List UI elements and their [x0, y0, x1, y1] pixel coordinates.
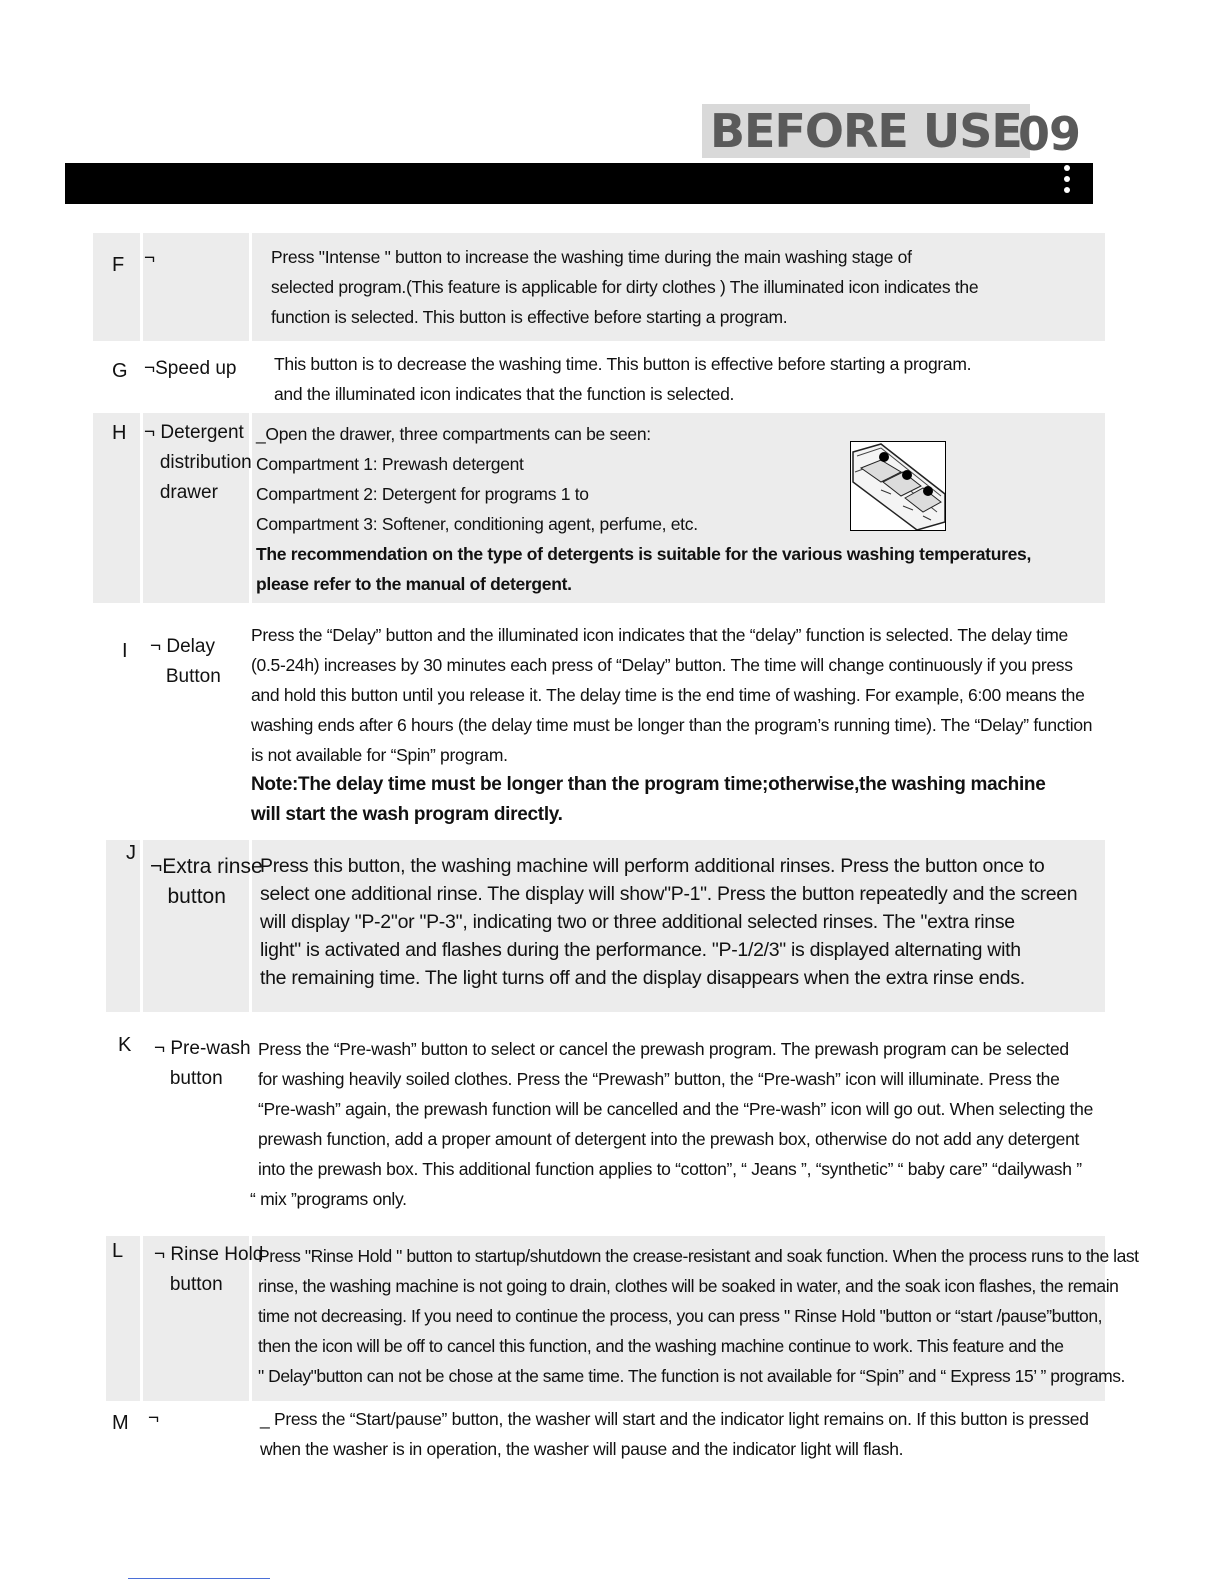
row-description-f: Press "Intense " button to increase the washing time during the main washing stage of selected program.(This feature is applicable for dirty clothes ) The illuminated icon indicates the function is selected. This button is effective before starting a program. [271, 247, 979, 327]
page-number: 09 [1018, 107, 1081, 161]
row-description-i: Press the “Delay” button and the illuminated icon indicates that the “delay” function is selected. The delay time (0.5-24h) increases by 30 minutes each press of “Delay” button. The time will change continuously if you press and hold this button until you release it. The delay time is the end time of washing. For example, 6:00 means the washing ends after 6 hours (the delay time must be longer than the program’s running time). The “Delay” function is not available for “Spin” program. Note:The delay time must be longer than the program time;otherwise,the washing machine will start the wash program directly. [251, 625, 1093, 825]
row-description-m: _ Press the “Start/pause” button, the washer will start and the indicator light remains on. If this button is pressed when the washer is in operation, the washer will pause and the indicator light will flash. [260, 1409, 1089, 1459]
row-label-i: ¬ Delay Button [150, 636, 221, 687]
column-divider [140, 1236, 143, 1401]
row-letter-k: K [118, 1034, 132, 1056]
row-description-h: _Open the drawer, three compartments can be seen: Compartment 1: Prewash detergent Compartment 2: Detergent for programs 1 to Compartment 3: Softener, conditioning agent, perfume, etc. The recommendation on the type of detergents is suitable for the various washing temperatures, please refer to the manual of detergent. [256, 424, 1032, 594]
row-label-f: ¬ [144, 248, 156, 269]
row-label-m: ¬ [148, 1408, 160, 1429]
row-letter-l: L [112, 1240, 124, 1262]
header-dots [1062, 165, 1072, 205]
footer-line [128, 1578, 270, 1579]
row-label-h: ¬ Detergent distribution drawer [144, 422, 252, 503]
row-label-j: ¬Extra rinse button [150, 855, 263, 908]
row-letter-j: J [126, 842, 136, 864]
section-title: BEFORE USE [702, 104, 1030, 158]
row-letter-m: M [112, 1412, 129, 1434]
row-letter-i: I [122, 640, 128, 662]
row-label-l: ¬ Rinse Hold button [154, 1244, 264, 1295]
row-label-k: ¬ Pre-wash button [154, 1038, 251, 1089]
column-divider [140, 413, 143, 603]
row-letter-f: F [112, 254, 125, 276]
row-letter-g: G [112, 360, 128, 382]
row-label-g: ¬Speed up [144, 358, 237, 379]
row-description-j: Press this button, the washing machine will perform additional rinses. Press the button once to select one additional rinse. The display will show"P-1". Press the button repeatedly and the screen will display "P-2''or "P-3'', indicating two or three additional selected rinses. The "extra rinse light" is activated and flashes during the performance. "P-1/2/3" is displayed alternating with the remaining time. The light turns off and the display disappears when the extra rinse ends. [260, 855, 1078, 989]
row-description-l: Press "Rinse Hold " button to startup/shutdown the crease-resistant and soak function. When the process runs to the last rinse, the washing machine is not going to drain, clothes will be soaked in water, and the soak icon flashes, the remain time not decreasing. If you need to continue the process, you can press " Rinse Hold "button or “start /pause”button, then the icon will be off to cancel this function, and the washing machine continue to work. This feature and the " Delay"button can not be chose at the same time. The function is not available for “Spin” and “ Express 15’ ” programs. [258, 1246, 1139, 1386]
row-letter-h: H [112, 422, 127, 444]
column-divider [249, 233, 252, 341]
column-divider [140, 233, 143, 341]
column-divider [140, 840, 143, 1012]
row-description-k: Press the “Pre-wash” button to select or cancel the prewash program. The prewash program can be selected for washing heavily soiled clothes. Press the “Prewash” button, the “Pre-wash” icon will illuminate. Press the “Pre-wash” again, the prewash function will be cancelled and the “Pre-wash” icon will go out. When selecting the prewash function, add a proper amount of detergent into the prewash box, otherwise do not add any detergent into the prewash box. This additional function applies to “cotton”, “ Jeans ”, “synthetic” “ baby care” “dailywash ” “ mix ”programs only. [250, 1039, 1094, 1209]
header-bar [65, 163, 1093, 204]
row-description-g: This button is to decrease the washing time. This button is effective before starting a program. and the illuminated icon indicates that the function is selected. [274, 354, 972, 404]
detergent-drawer-illustration [850, 441, 946, 531]
